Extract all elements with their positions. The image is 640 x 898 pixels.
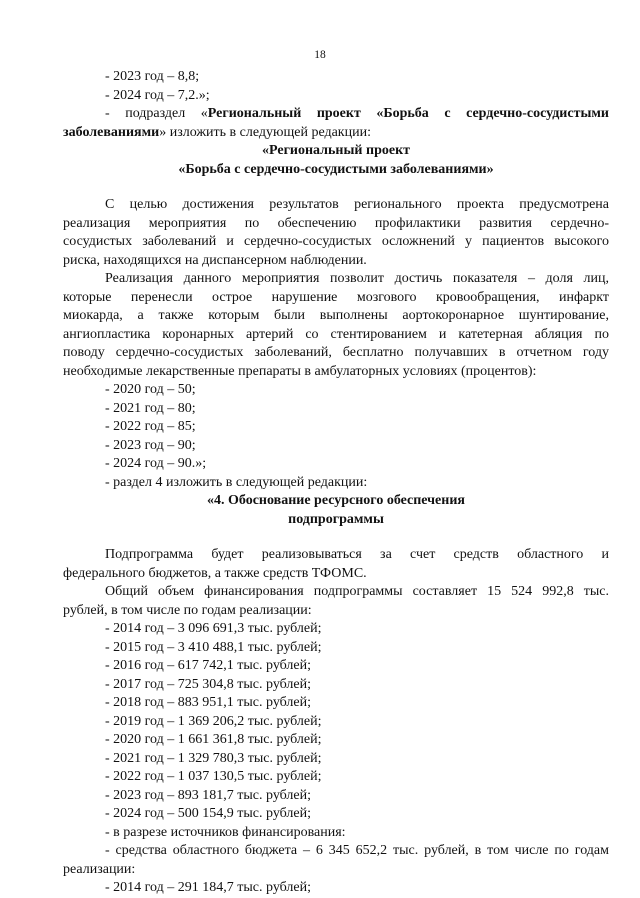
- text-line: рублей, в том числе по годам реализации:: [63, 602, 312, 618]
- text-line: - 2016 год – 617 742,1 тыс. рублей;: [105, 658, 312, 673]
- heading-line: «Борьба с сердечно-сосудистыми заболеваниями»: [178, 161, 494, 177]
- blank-line: [63, 179, 609, 196]
- text-line: - 2021 год – 80;: [105, 400, 196, 416]
- text-run: - подраздел «: [105, 106, 208, 121]
- heading-line: «Региональный проект: [261, 143, 411, 158]
- text-line: - 2020 год – 1 661 361,8 тыс. рублей;: [105, 732, 322, 747]
- text-line: сосудистых заболеваний и сердечно-сосудистых осложнений у пациентов высокого: [63, 234, 609, 249]
- text-line: Общий объем финансирования подпрограммы составляет 15 524 992,8 тыс.: [105, 584, 609, 599]
- text-line: - раздел 4 изложить в следующей редакции:: [105, 474, 368, 490]
- document-body: [63, 68, 609, 898]
- text-line: поводу сердечно-сосудистых заболеваний, бесплатно получавших в отчетном году: [63, 345, 609, 360]
- bold-text-run: заболеваниями: [63, 124, 160, 140]
- text-line: - 2023 год – 8,8;: [105, 69, 200, 84]
- text-line: С целью достижения результатов регионального проекта предусмотрена: [105, 197, 609, 212]
- text-line: Подпрограмма будет реализовываться за счет средств областного и: [105, 547, 609, 562]
- text-line: - 2015 год – 3 410 488,1 тыс. рублей;: [105, 639, 322, 655]
- text-line: реализация мероприятия по обеспечению профилактики развития сердечно-: [63, 215, 609, 231]
- text-line: - 2023 год – 90;: [105, 437, 196, 453]
- text-line: [63, 124, 609, 143]
- text-line: - 2024 год – 90.»;: [105, 456, 207, 471]
- text-line: - 2021 год – 1 329 780,3 тыс. рублей;: [105, 750, 322, 766]
- text-line: необходимые лекарственные препараты в амбулаторных условиях (процентов):: [63, 363, 537, 379]
- heading-line: «4. Обоснование ресурсного обеспечения: [207, 493, 465, 508]
- text-line: - 2017 год – 725 304,8 тыс. рублей;: [105, 676, 312, 692]
- text-line: риска, находящихся на диспансерном наблюдении.: [63, 252, 367, 268]
- text-line: Реализация данного мероприятия позволит достичь показателя – доля лиц,: [105, 271, 609, 286]
- text-line: реализации:: [63, 861, 136, 877]
- text-line: - 2014 год – 3 096 691,3 тыс. рублей;: [105, 621, 322, 636]
- text-line: - в разрезе источников финансирования:: [105, 824, 346, 840]
- text-line: - 2018 год – 883 951,1 тыс. рублей;: [105, 695, 312, 710]
- text-line: - 2020 год – 50;: [105, 382, 196, 397]
- text-line: которые перенесли острое нарушение мозгового кровообращения, инфаркт: [63, 289, 609, 305]
- text-line: миокарда, а также которым были выполнены аортокоронарное шунтирование,: [63, 308, 609, 323]
- bold-text-run: Региональный проект «Борьба с сердечно-сосудистыми: [207, 106, 609, 121]
- heading-line: подпрограммы: [288, 511, 384, 527]
- text-line: - 2019 год – 1 369 206,2 тыс. рублей;: [105, 713, 322, 729]
- text-line: - 2023 год – 893 181,7 тыс. рублей;: [105, 787, 312, 803]
- text-line: федерального бюджетов, а также средств ТФОМС.: [63, 565, 367, 581]
- text-line: - 2014 год – 291 184,7 тыс. рублей;: [105, 880, 312, 895]
- text-run: » изложить в следующей редакции:: [159, 124, 371, 140]
- text-line: - 2024 год – 7,2.»;: [105, 87, 210, 103]
- text-line: - 2022 год – 85;: [105, 419, 196, 434]
- text-line: ангиопластика коронарных артерий со стентированием и катетерная абляция по: [63, 326, 609, 342]
- text-line: - 2022 год – 1 037 130,5 тыс. рублей;: [105, 769, 322, 784]
- text-line: [63, 105, 609, 124]
- text-line: - 2024 год – 500 154,9 тыс. рублей;: [105, 806, 312, 821]
- blank-line: [63, 529, 609, 546]
- page-number: 18: [314, 49, 326, 61]
- text-line: - средства областного бюджета – 6 345 652,2 тыс. рублей, в том числе по годам: [105, 843, 609, 858]
